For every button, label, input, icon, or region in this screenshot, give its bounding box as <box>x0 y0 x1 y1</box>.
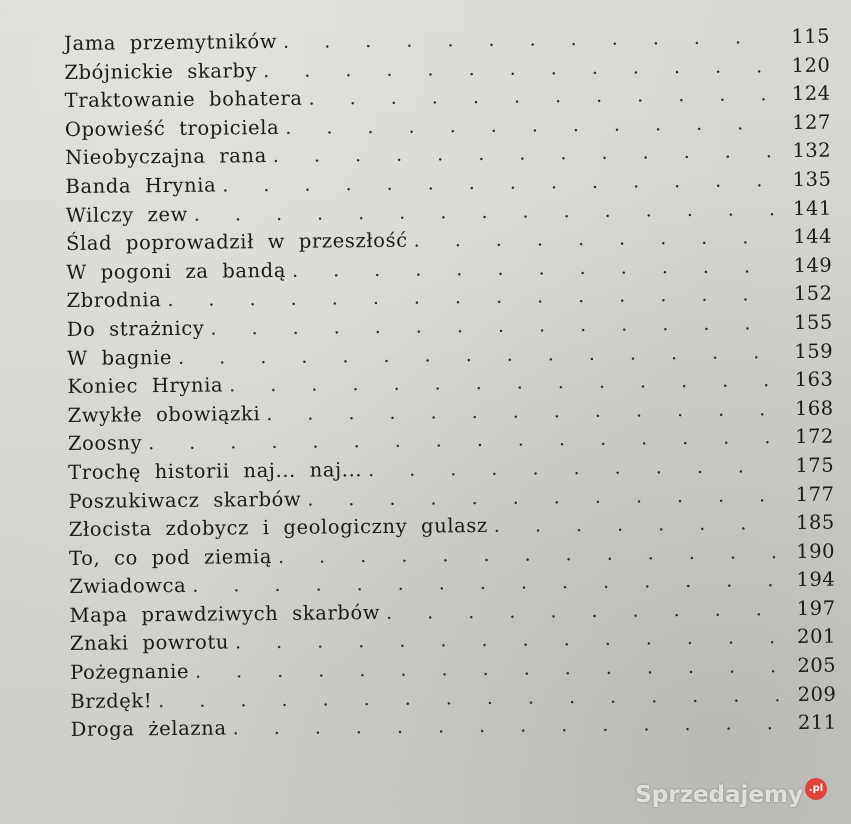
toc-entry-title: Opowieść tropiciela <box>64 115 280 141</box>
toc-entry-page: 201 <box>796 625 836 649</box>
dot-leader <box>233 712 779 739</box>
toc-entry-page: 209 <box>797 682 837 706</box>
toc-entry-page: 141 <box>792 196 832 220</box>
toc-entry-page: 168 <box>794 396 834 420</box>
toc-entry-title: Ślad poprowadził w przeszłość <box>65 228 408 256</box>
toc-entry-title: Jama przemytników <box>64 29 278 55</box>
toc-entry-title: Nieobyczajna rana <box>65 144 267 170</box>
watermark-text: Sprzedajemy <box>635 782 803 808</box>
toc-entry-page: 124 <box>791 81 831 106</box>
toc-entry-page: 197 <box>796 596 836 620</box>
toc-entry-title: W pogoni za bandą <box>66 258 287 284</box>
toc-entry-title: To, co pod ziemią <box>68 544 273 570</box>
toc-entry-title: Poszukiwacz skarbów <box>68 487 302 513</box>
dot-leader <box>210 312 775 339</box>
toc-entry-title: Zwykłe obowiązki <box>67 401 261 427</box>
toc-entry <box>71 711 837 747</box>
toc-entry-page: 172 <box>795 424 835 449</box>
dot-leader <box>278 541 777 568</box>
toc-entry-page: 211 <box>797 710 837 735</box>
toc-entry-page: 152 <box>793 281 833 306</box>
dot-leader <box>222 169 773 196</box>
toc-entry-page: 127 <box>792 110 832 134</box>
dot-leader <box>386 598 778 624</box>
sprzedajemy-watermark <box>635 782 827 808</box>
dot-leader <box>194 198 774 226</box>
toc-entry-title: Wilczy zew <box>65 202 188 227</box>
toc-entry-page: 135 <box>792 167 832 191</box>
toc-entry-page: 159 <box>794 339 834 363</box>
dot-leader <box>494 512 777 537</box>
dot-leader <box>308 83 772 109</box>
toc-entry-title: Mapa prawdziwych skarbów <box>69 600 381 627</box>
toc-entry-page: 149 <box>793 253 833 277</box>
toc-entry-title: Znaki powrotu <box>69 630 230 656</box>
toc-entry-title: W bagnie <box>67 345 173 370</box>
toc-entry-title: Do strażnicy <box>66 316 205 341</box>
toc-entry-title: Zoosny <box>67 431 143 456</box>
dot-leader <box>414 226 775 251</box>
toc-entry-page: 120 <box>791 53 831 77</box>
toc-entry-title: Zwiadowca <box>69 574 187 599</box>
toc-entry-title: Koniec Hrynia <box>67 373 224 399</box>
toc-entry-page: 132 <box>792 139 832 163</box>
toc-entry-page: 155 <box>793 310 833 334</box>
dot-leader <box>263 55 772 82</box>
toc-entry-title: Zbójnickie skarby <box>64 58 258 84</box>
toc-entry-title: Złocista zdobycz i geologiczny gulasz <box>68 514 488 542</box>
toc-entry-page: 175 <box>795 453 835 477</box>
toc-entry-title: Droga żelazna <box>70 716 227 742</box>
dot-leader <box>167 284 774 312</box>
dot-leader <box>368 455 776 481</box>
table-of-contents <box>64 25 837 747</box>
toc-entry-title: Brzdęk! <box>70 688 153 713</box>
toc-entry-page: 190 <box>796 539 836 563</box>
toc-entry-title: Trochę historii naj... naj... <box>68 458 363 484</box>
dot-leader <box>307 484 776 511</box>
toc-entry-title: Pożegnanie <box>70 659 190 685</box>
watermark-badge: .pl <box>805 778 827 800</box>
dot-leader <box>178 341 775 369</box>
dot-leader <box>192 569 777 597</box>
toc-entry-page: 115 <box>791 24 831 49</box>
toc-entry-page: 144 <box>793 224 833 249</box>
dot-leader <box>148 426 776 454</box>
toc-entry-page: 194 <box>796 567 836 592</box>
dot-leader <box>273 141 774 168</box>
toc-entry-page: 163 <box>794 367 834 392</box>
dot-leader <box>195 655 778 683</box>
dot-leader <box>235 627 778 654</box>
dot-leader <box>292 255 774 282</box>
toc-entry-title: Zbrodnia <box>66 288 162 313</box>
dot-leader <box>283 26 772 53</box>
toc-entry-page: 185 <box>795 510 835 535</box>
dot-leader <box>285 112 773 139</box>
dot-leader <box>229 369 775 396</box>
toc-entry-page: 177 <box>795 482 835 506</box>
toc-entry-title: Traktowanie bohatera <box>64 86 303 113</box>
toc-entry-page: 205 <box>797 653 837 678</box>
dot-leader <box>266 398 776 425</box>
toc-entry-title: Banda Hrynia <box>65 173 217 198</box>
dot-leader <box>158 684 778 712</box>
